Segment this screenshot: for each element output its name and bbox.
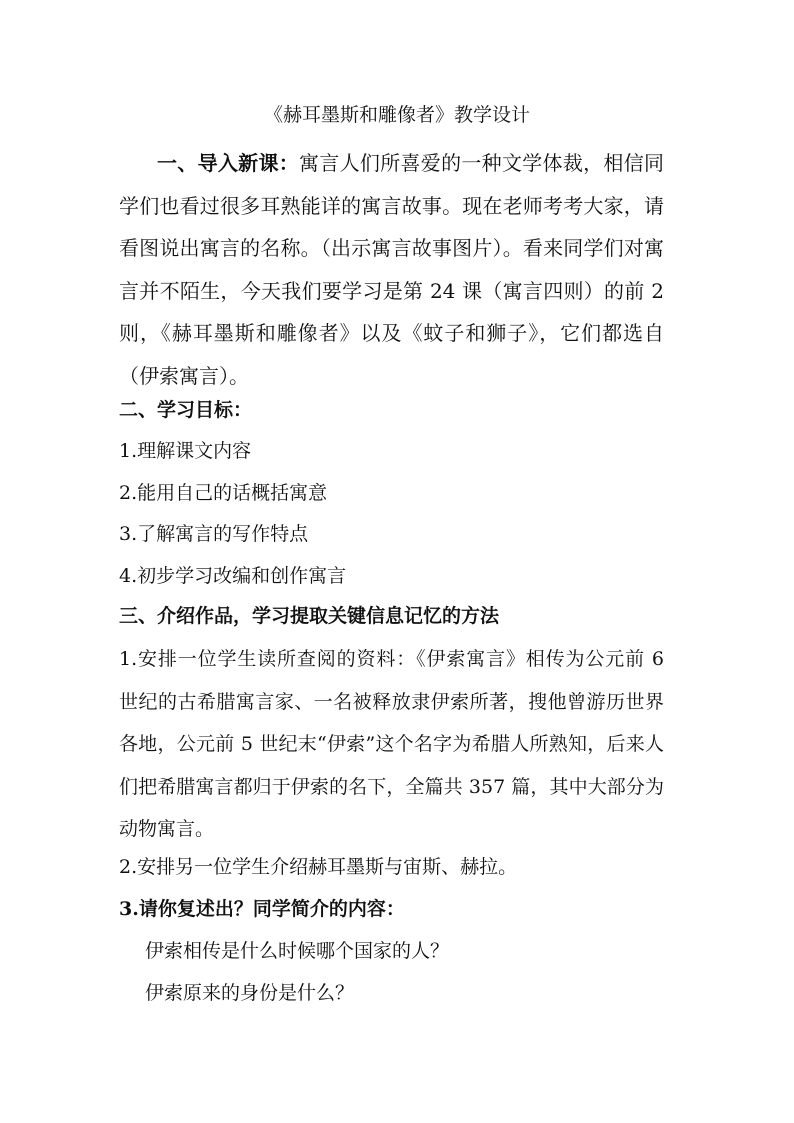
intro-text: 寓言人们所喜爱的一种文学体裁，相信同学们也看过很多耳熟能详的寓言故事。现在老师考考大家，请看图说出寓言的名称。（出示寓言故事图片）。看来同学们对寓言并不陌生，今天我们要学习是第 24 课（寓言四则）的前 2 则，《赫耳墨斯和雕像者》以及《蚊子和狮子》，它们都选自（伊索寓言）。 (119, 151, 665, 388)
question-1: 伊索相传是什么时候哪个国家的人？ (145, 940, 450, 962)
intro-paragraph (119, 142, 664, 397)
section3-heading: 三、介绍作品，学习提取关键信息记忆的方法 (119, 605, 500, 627)
goal-item-3: 3.了解寓言的写作特点 (119, 523, 309, 545)
intro-heading: 一、导入新课： (157, 151, 300, 175)
section3-paragraph-2: 2.安排另一位学生介绍赫耳墨斯与宙斯、赫拉。 (119, 856, 518, 878)
goal-item-2: 2.能用自己的话概括寓意 (119, 482, 328, 504)
section3-paragraph-3: 3.请你复述出？同学简介的内容： (119, 898, 405, 920)
section2-heading: 二、学习目标： (119, 399, 253, 421)
goal-item-4: 4.初步学习改编和创作寓言 (119, 565, 347, 587)
goal-item-1: 1.理解课文内容 (119, 440, 252, 462)
question-2: 伊索原来的身份是什么？ (145, 982, 355, 1004)
document-title: 《赫耳墨斯和雕像者》教学设计 (263, 104, 530, 126)
section3-paragraph-1: 1.安排一位学生读所查阅的资料：《伊索寓言》相传为公元前 6 世纪的古希腊寓言家、一名被释放隶伊索所著，搜他曾游历世界各地，公元前 5 世纪末“伊索”这个名字为希腊人所熟知，后来人们把希腊寓言都归于伊索的名下，全篇共 357 篇，其中大部分为动物寓言。 (119, 648, 664, 840)
